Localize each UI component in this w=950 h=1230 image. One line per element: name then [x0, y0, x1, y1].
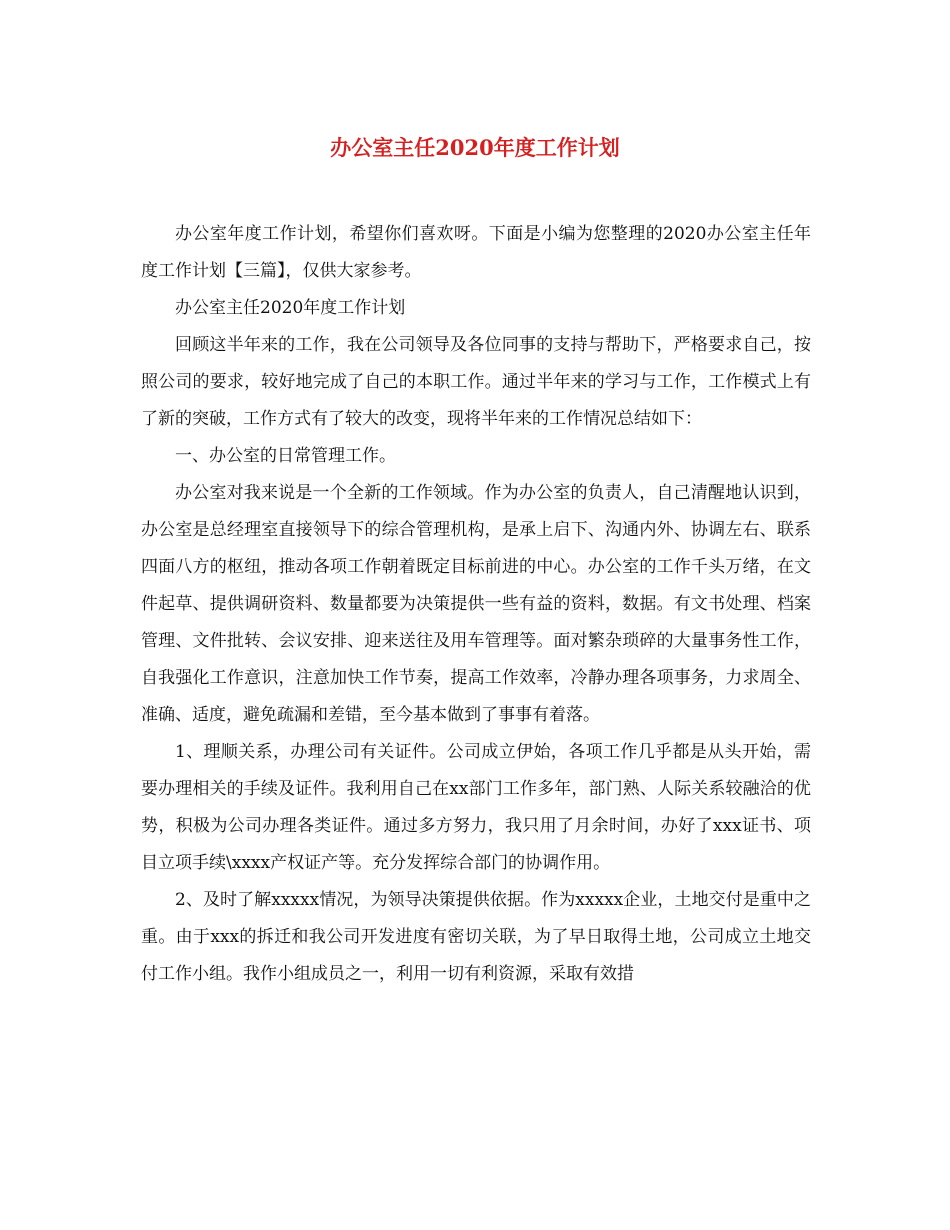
subtitle-paragraph: 办公室主任2020年度工作计划: [175, 298, 406, 318]
document-title: 办公室主任2020年度工作计划: [330, 135, 620, 160]
section-heading-1: 一、办公室的日常管理工作。: [175, 446, 396, 466]
review-paragraph: 回顾这半年来的工作，我在公司领导及各位同事的支持与帮助下，严格要求自己，按照公司的要求，较好地完成了自己的本职工作。通过半年来的学习与工作，工作模式上有了新的突破，工作方式有了较大的改变，现将半年来的工作情况总结如下：: [141, 335, 811, 429]
document-body: [141, 216, 811, 993]
intro-paragraph: 办公室年度工作计划，希望你们喜欢呀。下面是小编为您整理的2020办公室主任年度工作计划【三篇】，仅供大家参考。: [141, 224, 811, 281]
office-duties-paragraph: 办公室对我来说是一个全新的工作领域。作为办公室的负责人，自己清醒地认识到，办公室是总经理室直接领导下的综合管理机构，是承上启下、沟通内外、协调左右、联系四面八方的枢纽，推动各项工作朝着既定目标前进的中心。办公室的工作千头万绪，在文件起草、提供调研资料、数量都要为决策提供一些有益的资料，数据。有文书处理、档案管理、文件批转、会议安排、迎来送往及用车管理等。面对繁杂琐碎的大量事务性工作，自我强化工作意识，注意加快工作节奏，提高工作效率，冷静办理各项事务，力求周全、准确、适度，避免疏漏和差错，至今基本做到了事事有着落。: [141, 483, 811, 725]
item-1-paragraph: 1、理顺关系，办理公司有关证件。公司成立伊始，各项工作几乎都是从头开始，需要办理相关的手续及证件。我利用自己在xx部门工作多年，部门熟、人际关系较融洽的优势，积极为公司办理各类证件。通过多方努力，我只用了月余时间，办好了xxx证书、项目立项手续\xxxx产权证产等。充分发挥综合部门的协调作用。: [141, 742, 811, 873]
item-2-paragraph: 2、及时了解xxxxx情况，为领导决策提供依据。作为xxxxx企业，土地交付是重中之重。由于xxx的拆迁和我公司开发进度有密切关联，为了早日取得土地，公司成立土地交付工作小组。我作小组成员之一，利用一切有利资源，采取有效措: [141, 890, 811, 984]
